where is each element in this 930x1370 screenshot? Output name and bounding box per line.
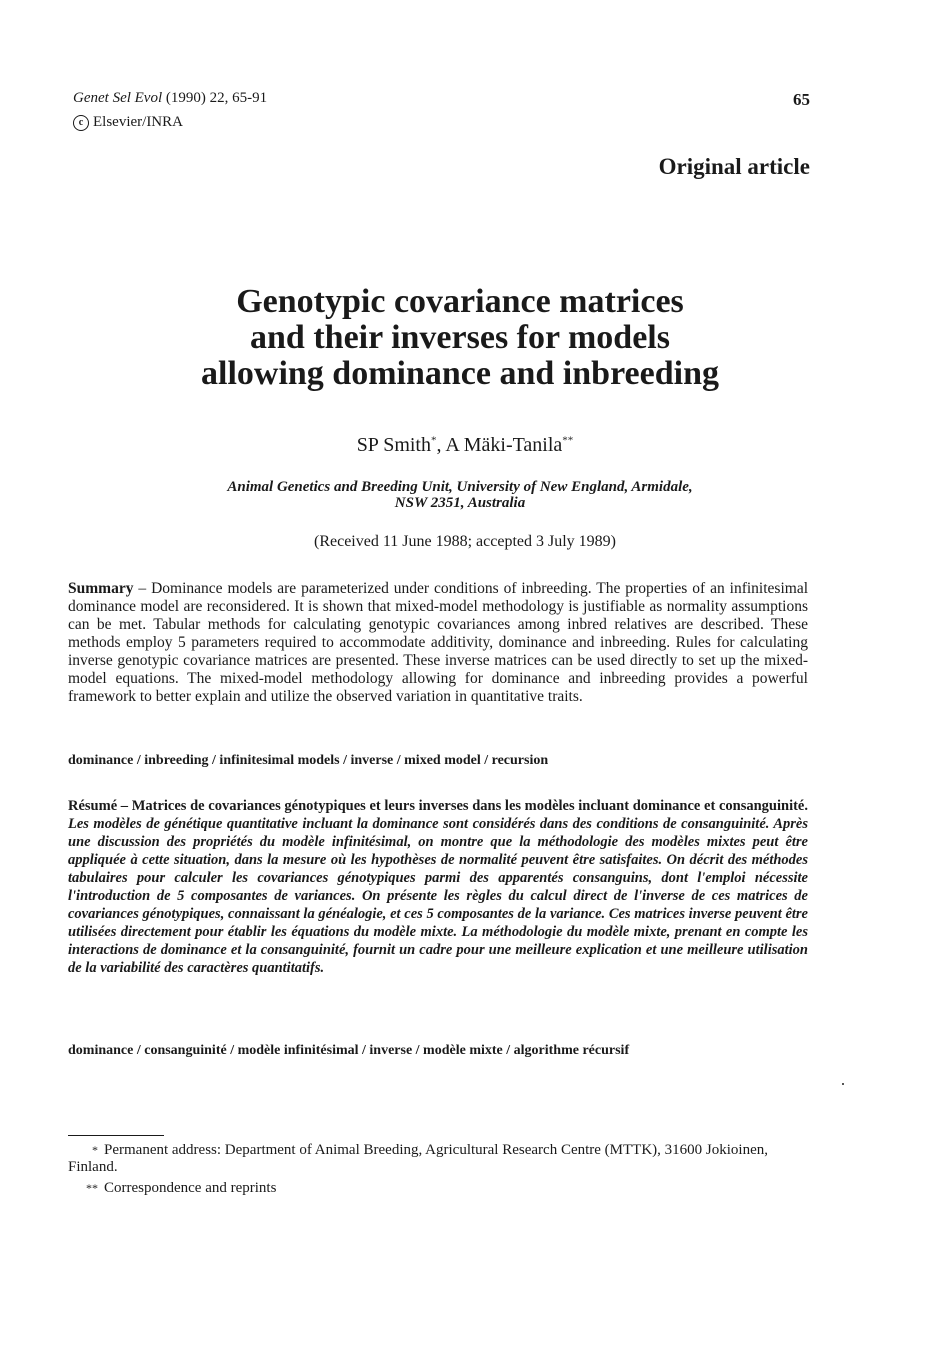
affiliation-line: Animal Genetics and Breeding Unit, University of New England, Armidale, <box>227 479 693 495</box>
copyright-line <box>73 114 183 131</box>
title-line: allowing dominance and inbreeding <box>201 355 719 392</box>
affiliation <box>100 479 820 511</box>
resume-keywords: dominance / consanguinité / modèle infinitésimal / inverse / modèle mixte / algorithme récursif <box>68 1043 630 1058</box>
author-name: A Mäki-Tanila <box>445 434 563 456</box>
footnote-divider <box>68 1135 164 1136</box>
summary-text: Dominance models are parameterized under conditions of inbreeding. The properties of an infinitesimal dominance model are reconsidered. It is shown that mixed-model methodology is justifiable as normality assumptions can be met. Tabular methods for calculating genotypic covariances among inbred relatives are described. These methods employ 5 parameters required to accommodate additivity, dominance and inbreeding. Rules for calculating inverse genotypic covariance matrices are presented. These inverse matrices can be used directly to set up the mixed-model equations. The mixed-model methodology allowing for dominance and inbreeding provides a powerful framework to better explain and utilize the observed variation in quantitative traits. <box>68 580 809 705</box>
footnote <box>68 1180 808 1197</box>
footnote <box>68 1142 808 1176</box>
summary-paragraph <box>68 580 808 706</box>
footnote-mark: ** <box>86 1181 98 1195</box>
author-mark: ** <box>562 434 574 447</box>
page-number: 65 <box>793 90 810 109</box>
author-mark: * <box>430 434 437 447</box>
resume-heading: Résumé – Matrices de covariances génotypiques et leurs inverses dans les modèles incluant dominance et consanguinité. <box>68 798 808 814</box>
title-line: Genotypic covariance matrices <box>236 283 684 320</box>
footnote-text: Permanent address: Department of Animal Breeding, Agricultural Research Centre (MTTK), 31600 Jokioinen, Finland. <box>68 1142 768 1175</box>
footnotes <box>68 1142 808 1201</box>
copyright-holder: Elsevier/INRA <box>93 114 183 130</box>
article-title <box>100 284 820 392</box>
resume-text: Les modèles de génétique quantitative incluant la dominance sont considérés dans des conditions de consanguinité. Après une discussion des propriétés du modèle infinitésimal, on montre que la méthodologie des modèles mixtes peut être appliquée à cette situation, dans la mesure où les hypothèses de normalité peuvent être satisfaites. On décrit des méthodes tabulaires pour calculer les covariances génotypiques parmi des apparentés consanguins, dont l'emploi nécessite l'introduction de 5 composantes de variances. On présente les règles du calcul direct de l'inverse de ces matrices de covariances génotypiques, connaissant la généalogie, et ces 5 composantes de la variance. Ces matrices inverse peuvent être utilisées directement pour établir les équations du modèle mixte. La méthodologie du modèle mixte, prenant en compte les interactions de dominance et la consanguinité, fournit un cadre pour une meilleure explication et une meilleure utilisation de la variabilité des caractères quantitatifs. <box>68 816 808 976</box>
resume-paragraph <box>68 797 808 977</box>
summary-dash: – <box>133 580 152 597</box>
footnote-text: Correspondence and reprints <box>104 1180 277 1196</box>
copyright-icon: c <box>73 115 89 131</box>
title-line: and their inverses for models <box>250 319 670 356</box>
author-list <box>0 434 930 457</box>
affiliation-line: NSW 2351, Australia <box>394 495 526 511</box>
journal-name: Genet Sel Evol <box>73 90 163 106</box>
journal-volume-pages: (1990) 22, 65-91 <box>165 90 268 106</box>
author-name: SP Smith <box>356 434 431 456</box>
footnote-mark: * <box>92 1143 98 1157</box>
received-dates: (Received 11 June 1988; accepted 3 July 1989) <box>314 533 616 550</box>
stray-mark <box>842 1083 844 1085</box>
summary-keywords: dominance / inbreeding / infinitesimal models / inverse / mixed model / recursion <box>68 753 549 768</box>
author-separator: , <box>436 434 446 456</box>
journal-citation <box>73 90 267 107</box>
article-type: Original article <box>658 154 810 179</box>
summary-heading: Summary <box>68 580 134 597</box>
